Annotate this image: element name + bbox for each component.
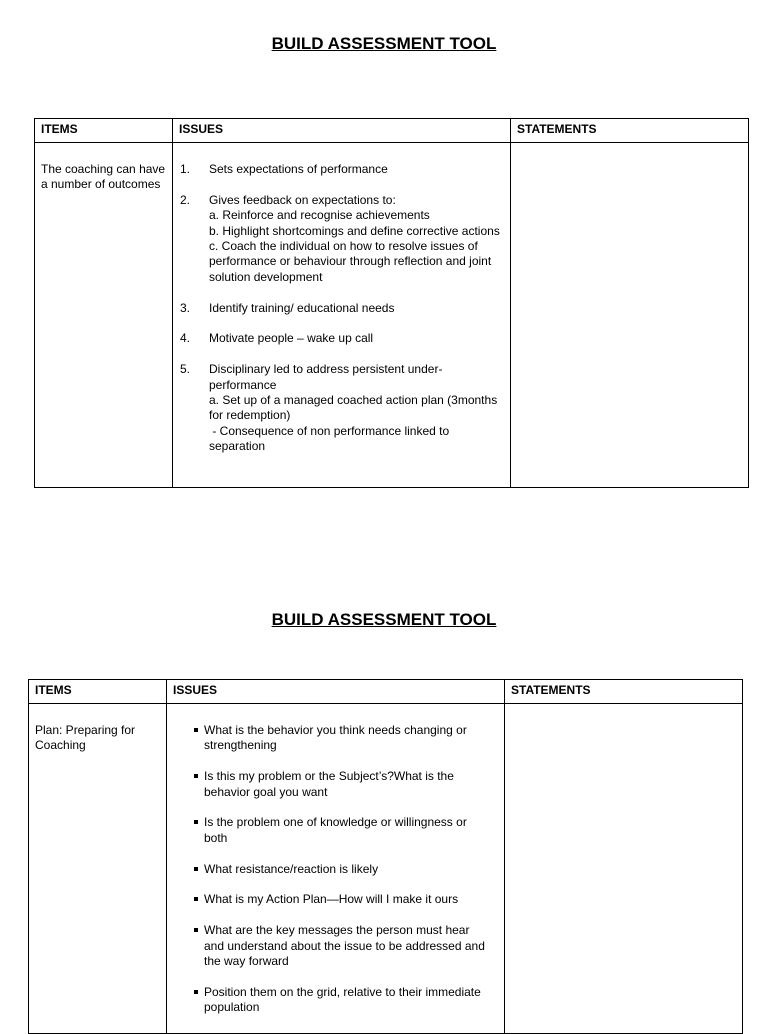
list-number: 5.: [180, 362, 191, 377]
issues-list: [179, 143, 504, 470]
issue-text: What is my Action Plan—How will I make it ours: [204, 892, 459, 907]
issue-subtext: - Consequence of non performance linked to separation: [209, 423, 450, 454]
list-number: 3.: [180, 300, 191, 315]
issue-text: What is the behavior you think needs changing or strengthening: [204, 723, 467, 753]
table-header-row: [35, 119, 749, 143]
header-issues: ISSUES: [173, 119, 511, 143]
items-cell: [35, 143, 173, 488]
header-statements: STATEMENTS: [511, 119, 749, 143]
bullet-icon: [194, 867, 198, 871]
list-item: [173, 892, 498, 907]
assessment-table: [28, 679, 743, 1034]
page-title: BUILD ASSESSMENT TOOL: [271, 34, 497, 53]
bullet-icon: [194, 728, 198, 732]
issue-text: What are the key messages the person must hear and understand about the issue to be addressed and the way forward: [204, 923, 485, 969]
page-title: BUILD ASSESSMENT TOOL: [271, 610, 497, 629]
assessment-table: [34, 118, 749, 488]
list-item: [173, 923, 498, 969]
list-number: 4.: [180, 331, 191, 346]
list-item: [173, 769, 498, 800]
issues-cell: [173, 143, 511, 488]
list-item: [179, 193, 504, 285]
issue-text: Is this my problem or the Subject’s?What is the behavior goal you want: [204, 769, 454, 799]
issue-text: Position them on the grid, relative to their immediate population: [204, 984, 481, 1015]
issue-text: Identify training/ educational needs: [209, 300, 395, 315]
list-number: 2.: [180, 192, 191, 207]
header-items: ITEMS: [35, 119, 173, 143]
statements-cell: [505, 704, 743, 1034]
item-text: Plan: Preparing for Coaching: [35, 723, 136, 753]
list-item: [179, 331, 504, 346]
issues-cell: [167, 704, 505, 1034]
bullet-icon: [194, 928, 198, 932]
issue-subtext: a. Set up of a managed coached action plan (3months for redemption): [209, 393, 498, 423]
list-number: 1.: [180, 162, 191, 176]
bullet-icon: [194, 774, 198, 778]
issues-list: [173, 704, 498, 1016]
bullet-icon: [194, 820, 198, 824]
statements-cell: [511, 143, 749, 488]
issue-text: Sets expectations of performance: [209, 162, 388, 176]
issue-text: Is the problem one of knowledge or willingness or both: [204, 815, 467, 845]
list-item: [173, 862, 498, 877]
list-item: [173, 723, 498, 754]
bullet-icon: [194, 897, 198, 901]
table-header-row: [29, 680, 743, 704]
table-row: [29, 704, 743, 1034]
list-item: [173, 815, 498, 846]
bullet-icon: [194, 990, 198, 994]
list-item: [179, 162, 504, 177]
table-row: [35, 143, 749, 488]
item-text: The coaching can have a number of outcomes: [41, 162, 166, 192]
issue-text: What resistance/reaction is likely: [204, 861, 379, 876]
issue-text: Disciplinary led to address persistent under-performance: [209, 362, 443, 392]
issue-subtext: a. Reinforce and recognise achievements: [209, 208, 430, 223]
list-item: [173, 985, 498, 1016]
items-cell: [29, 704, 167, 1034]
list-item: [179, 301, 504, 316]
header-issues: ISSUES: [167, 680, 505, 704]
issue-subtext: c. Coach the individual on how to resolve issues of performance or behaviour through reflection and joint solution development: [209, 239, 492, 284]
issue-text: Gives feedback on expectations to:: [209, 192, 396, 207]
issue-subtext: b. Highlight shortcomings and define corrective actions: [209, 223, 500, 238]
header-items: ITEMS: [29, 680, 167, 704]
issue-text: Motivate people – wake up call: [209, 331, 374, 346]
list-item: [179, 362, 504, 454]
header-statements: STATEMENTS: [505, 680, 743, 704]
